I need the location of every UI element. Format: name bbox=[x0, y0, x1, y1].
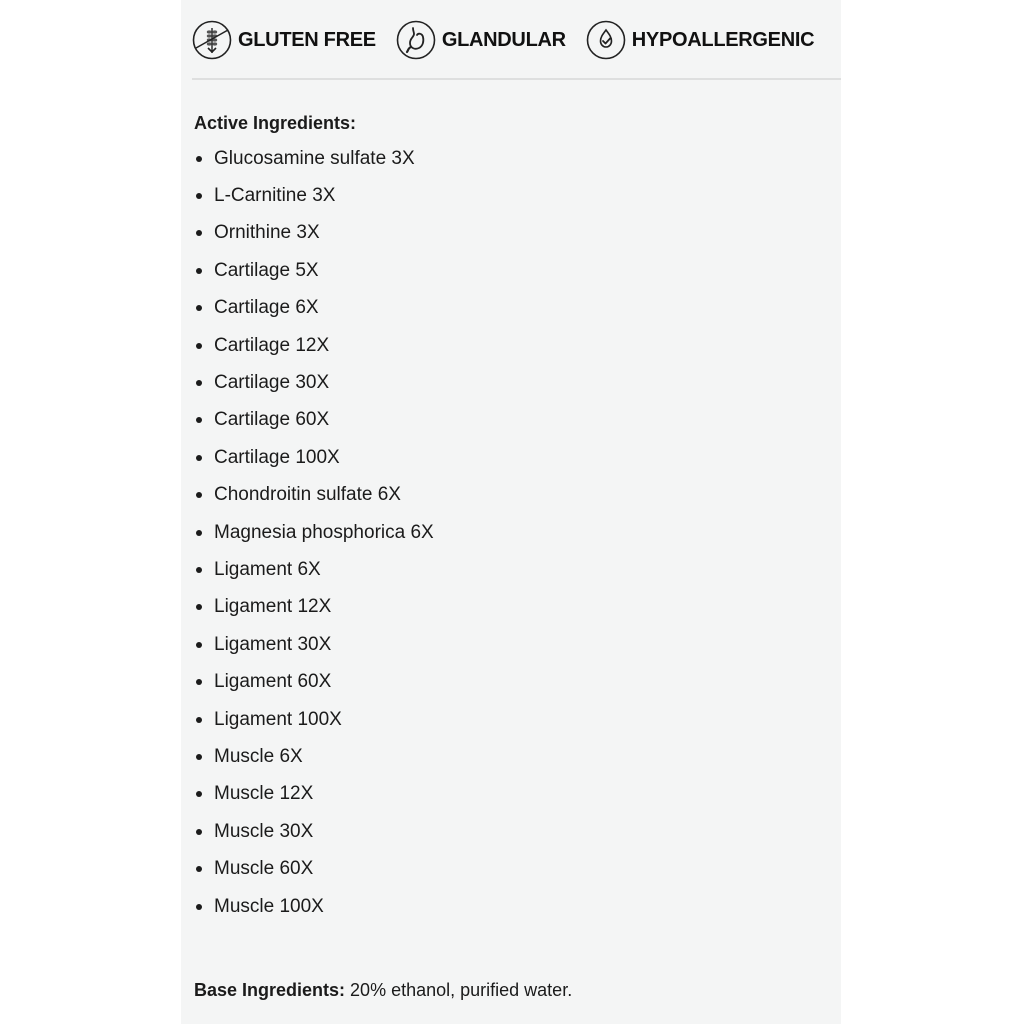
bullet-icon bbox=[196, 417, 202, 423]
bullet-icon bbox=[196, 268, 202, 274]
ingredient-name: Cartilage 60X bbox=[214, 409, 330, 431]
bullet-icon bbox=[196, 305, 202, 311]
drop-check-icon bbox=[586, 20, 626, 60]
ingredient-name: Ligament 12X bbox=[214, 596, 332, 618]
ingredient-name: Muscle 12X bbox=[214, 783, 314, 805]
ingredient-name: Chondroitin sulfate 6X bbox=[214, 484, 401, 506]
bullet-icon bbox=[196, 492, 202, 498]
ingredient-name: Cartilage 100X bbox=[214, 446, 340, 468]
list-item bbox=[194, 402, 434, 439]
list-item bbox=[194, 813, 434, 850]
ingredient-name: Glucosamine sulfate 3X bbox=[214, 147, 415, 169]
ingredient-name: Muscle 30X bbox=[214, 820, 314, 842]
ingredient-name: Cartilage 6X bbox=[214, 297, 319, 319]
list-item bbox=[194, 626, 434, 663]
list-item bbox=[194, 888, 434, 925]
bullet-icon bbox=[196, 567, 202, 573]
ingredient-name: Cartilage 12X bbox=[214, 334, 330, 356]
base-ingredients bbox=[194, 980, 572, 1001]
ingredient-name: Muscle 6X bbox=[214, 745, 303, 767]
list-item bbox=[194, 514, 434, 551]
bullet-icon bbox=[196, 343, 202, 349]
base-ingredients-value: 20% ethanol, purified water. bbox=[345, 980, 573, 1000]
list-item bbox=[194, 850, 434, 887]
bullet-icon bbox=[196, 455, 202, 461]
list-item bbox=[194, 364, 434, 401]
badge-label: GLANDULAR bbox=[441, 28, 566, 51]
badge-hypoallergenic bbox=[586, 20, 814, 60]
bullet-icon bbox=[196, 193, 202, 199]
ingredient-name: Magnesia phosphorica 6X bbox=[214, 521, 434, 543]
list-item bbox=[194, 551, 434, 588]
product-badges bbox=[192, 18, 834, 62]
list-item bbox=[194, 177, 434, 214]
bullet-icon bbox=[196, 829, 202, 835]
bullet-icon bbox=[196, 866, 202, 872]
list-item bbox=[194, 327, 434, 364]
ingredient-name: Cartilage 5X bbox=[214, 259, 319, 281]
ingredient-name: Ligament 6X bbox=[214, 558, 321, 580]
list-item bbox=[194, 140, 434, 177]
bullet-icon bbox=[196, 156, 202, 162]
ingredient-name: Muscle 60X bbox=[214, 858, 314, 880]
list-item bbox=[194, 215, 434, 252]
list-item bbox=[194, 477, 434, 514]
active-ingredients-list bbox=[194, 140, 434, 925]
list-item bbox=[194, 701, 434, 738]
badge-gluten-free bbox=[192, 20, 376, 60]
list-item bbox=[194, 439, 434, 476]
bullet-icon bbox=[196, 717, 202, 723]
bullet-icon bbox=[196, 380, 202, 386]
bullet-icon bbox=[196, 230, 202, 236]
ingredient-name: Ornithine 3X bbox=[214, 222, 320, 244]
ingredient-name: L-Carnitine 3X bbox=[214, 185, 336, 207]
bullet-icon bbox=[196, 604, 202, 610]
bullet-icon bbox=[196, 791, 202, 797]
badge-glandular bbox=[396, 20, 566, 60]
ingredient-name: Ligament 60X bbox=[214, 671, 332, 693]
list-item bbox=[194, 663, 434, 700]
list-item bbox=[194, 252, 434, 289]
badge-label: GLUTEN FREE bbox=[238, 28, 376, 51]
ingredient-name: Muscle 100X bbox=[214, 895, 324, 917]
list-item bbox=[194, 589, 434, 626]
bullet-icon bbox=[196, 642, 202, 648]
bullet-icon bbox=[196, 904, 202, 910]
list-item bbox=[194, 290, 434, 327]
list-item bbox=[194, 738, 434, 775]
ingredient-name: Ligament 30X bbox=[214, 633, 332, 655]
section-divider bbox=[192, 78, 841, 80]
ingredient-name: Cartilage 30X bbox=[214, 372, 330, 394]
badge-label: HYPOALLERGENIC bbox=[631, 28, 815, 51]
ingredient-name: Ligament 100X bbox=[214, 708, 342, 730]
bullet-icon bbox=[196, 679, 202, 685]
bullet-icon bbox=[196, 530, 202, 536]
gluten-free-wheat-crossed-icon bbox=[192, 20, 232, 60]
list-item bbox=[194, 776, 434, 813]
base-ingredients-label: Base Ingredients: bbox=[194, 980, 346, 1000]
bullet-icon bbox=[196, 754, 202, 760]
active-ingredients-heading: Active Ingredients: bbox=[194, 113, 357, 133]
product-details-panel bbox=[181, 0, 841, 1024]
stomach-icon bbox=[396, 20, 436, 60]
